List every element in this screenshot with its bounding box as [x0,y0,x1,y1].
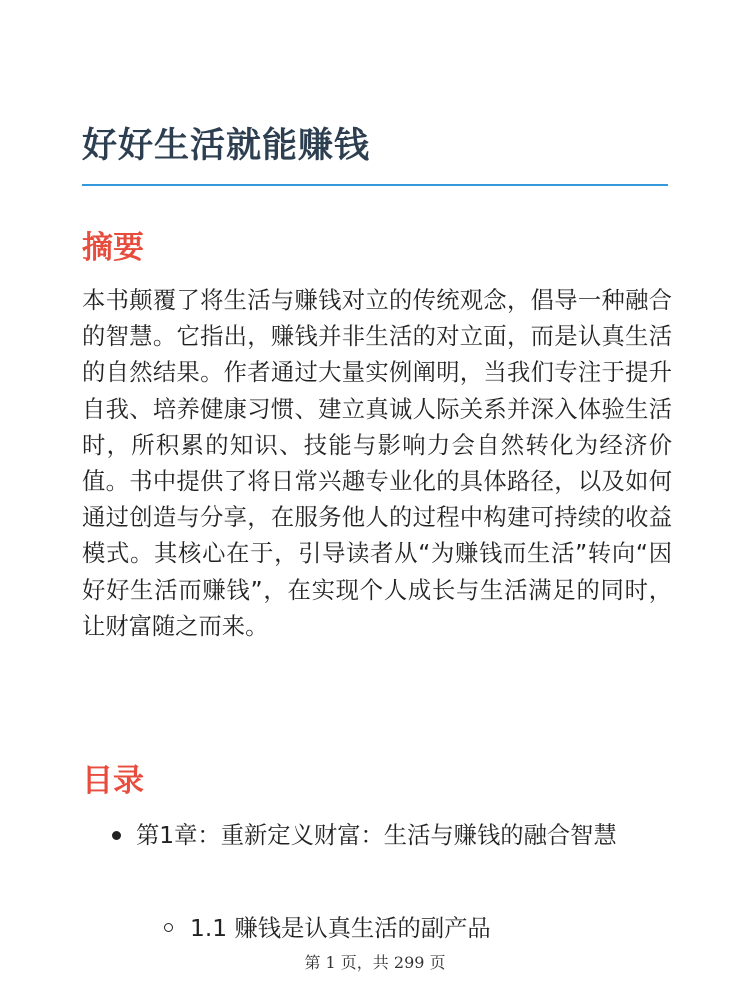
toc-heading: 目录 [82,763,144,799]
toc-section-item[interactable] [190,911,670,947]
bullet-circle-icon [164,923,173,932]
toc-chapter-label: 第1章：重新定义财富：生活与赚钱的融合智慧 [136,822,617,849]
page-number-footer: 第 1 页，共 299 页 [304,953,446,972]
bullet-disc-icon [112,831,121,840]
toc-section-label: 1.1 赚钱是认真生活的副产品 [190,915,491,942]
document-title: 好好生活就能赚钱 [82,126,371,166]
summary-paragraph: 本书颠覆了将生活与赚钱对立的传统观念，倡导一种融合的智慧。它指出，赚钱并非生活的对立面，而是认真生活的自然结果。作者通过大量实例阐明，当我们专注于提升自我、培养健康习惯、建立真诚人际关系并深入体验生活时，所积累的知识、技能与影响力会自然转化为经济价值。书中提供了将日常兴趣专业化的具体路径，以及如何通过创造与分享，在服务他人的过程中构建可持续的收益模式。其核心在于，引导读者从“为赚钱而生活”转向“因好好生活而赚钱”，在实现个人成长与生活满足的同时，让财富随之而来。 [82,287,672,640]
summary-heading: 摘要 [82,230,144,266]
title-divider [82,184,668,186]
toc-chapter-item[interactable] [136,818,676,854]
